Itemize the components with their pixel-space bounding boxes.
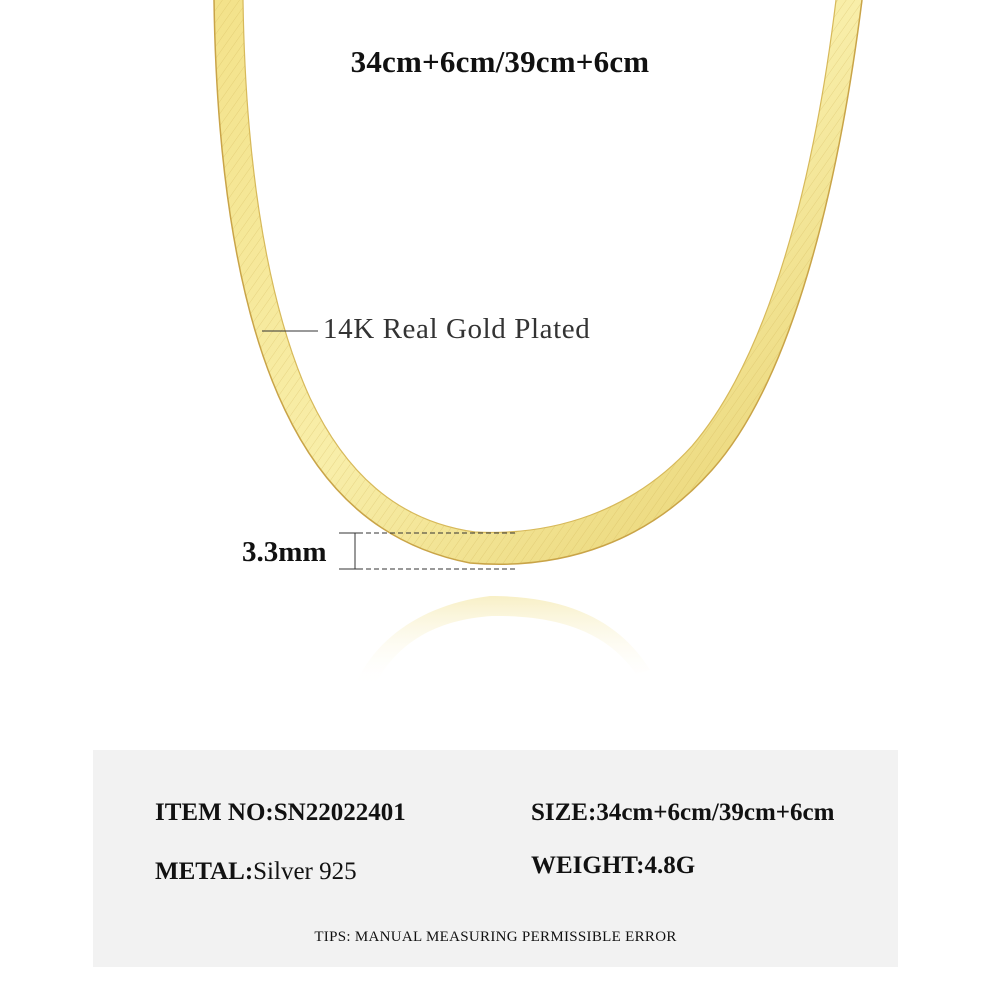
item-number-value: SN22022401	[273, 799, 406, 826]
spec-panel	[93, 750, 898, 967]
metal-spec-key: METAL:	[155, 858, 254, 885]
chain-reflection	[355, 596, 650, 688]
herringbone-chain	[214, 0, 862, 564]
item-number	[155, 799, 406, 827]
weight-spec	[531, 852, 695, 880]
tips-note: TIPS: MANUAL MEASURING PERMISSIBLE ERROR	[314, 929, 677, 945]
size-spec-key: SIZE:	[531, 799, 597, 826]
size-spec	[531, 799, 834, 827]
width-label: 3.3mm	[242, 536, 327, 568]
plating-label: 14K Real Gold Plated	[323, 313, 591, 345]
item-number-key: ITEM NO:	[155, 799, 274, 826]
chain-edge-outer	[214, 0, 862, 564]
weight-spec-value: 4.8G	[644, 852, 696, 879]
metal-spec-value: Silver 925	[253, 858, 357, 885]
size-spec-value: 34cm+6cm/39cm+6cm	[596, 799, 835, 826]
metal-spec	[155, 858, 357, 886]
herringbone-texture	[214, 0, 862, 564]
weight-spec-key: WEIGHT:	[531, 852, 645, 879]
size-title: 34cm+6cm/39cm+6cm	[350, 44, 650, 79]
